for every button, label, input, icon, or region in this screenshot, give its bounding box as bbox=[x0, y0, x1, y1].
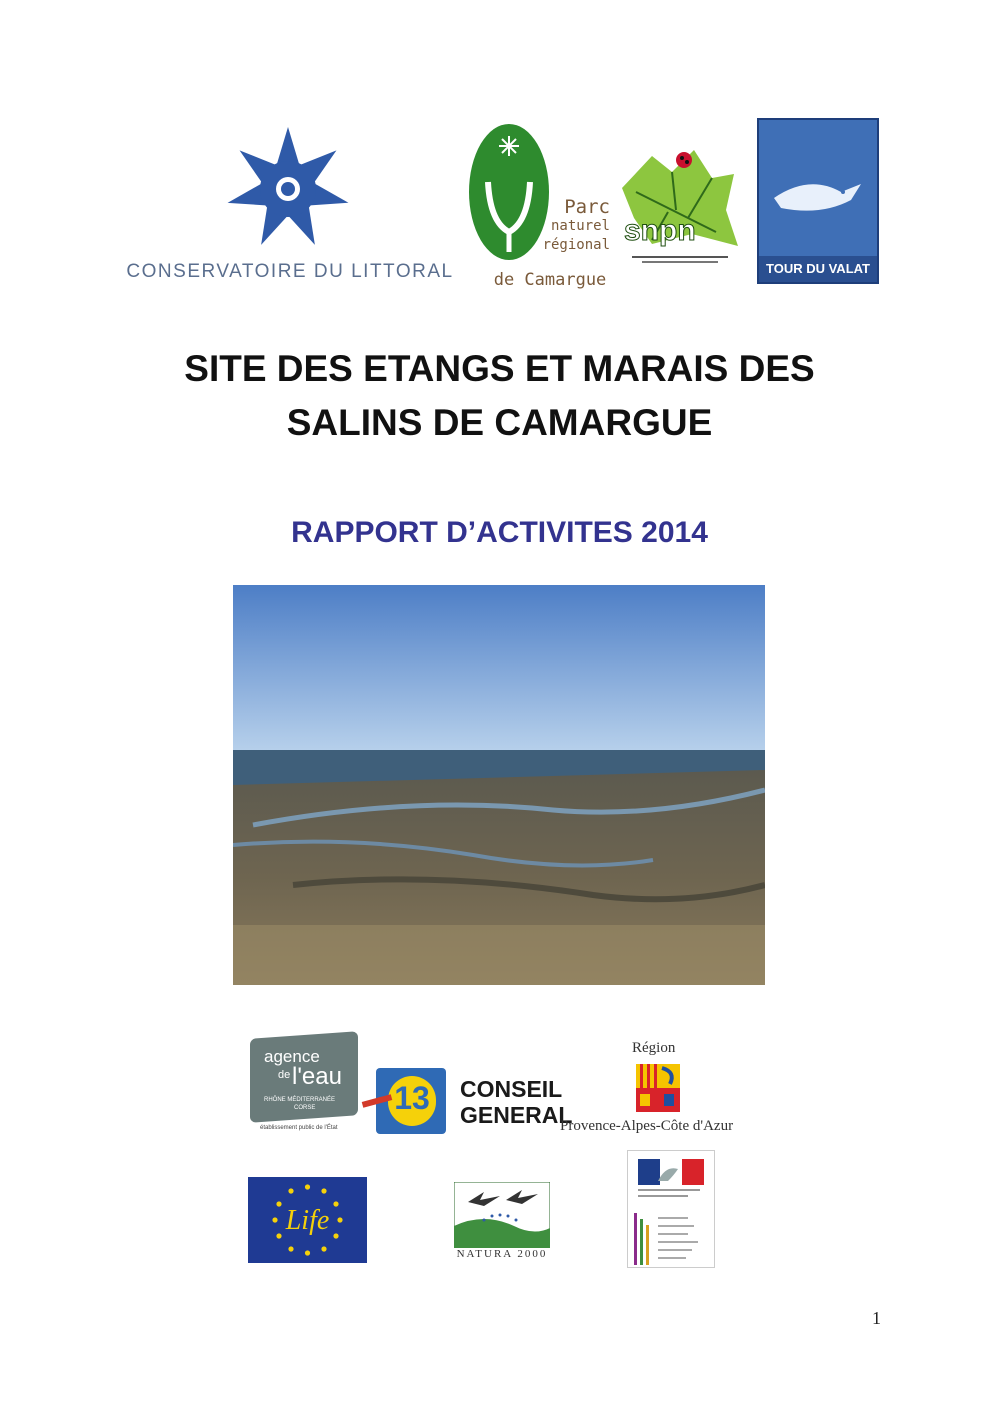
life-label: Life bbox=[285, 1205, 330, 1236]
header-logos bbox=[0, 110, 999, 290]
page-number: 1 bbox=[872, 1308, 881, 1328]
agence-eau-line-2: de bbox=[278, 1069, 291, 1081]
agence-eau-line-4: RHÔNE MÉDITERRANÉE bbox=[264, 1097, 336, 1103]
agence-eau-line-5: CORSE bbox=[294, 1105, 316, 1111]
tour-du-valat-logo bbox=[757, 118, 879, 284]
conseil-label-line-1: CONSEIL bbox=[460, 1076, 563, 1102]
snpn-small-lines bbox=[632, 256, 728, 263]
conservatoire-logo bbox=[120, 125, 460, 285]
region-label: Région bbox=[632, 1040, 676, 1056]
document-title bbox=[0, 342, 999, 450]
agence-eau-logo bbox=[250, 1035, 362, 1137]
agence-eau-line-3: l'eau bbox=[292, 1063, 342, 1090]
region-shield-icon bbox=[636, 1064, 680, 1112]
conseil-label-line-2: GENERAL bbox=[460, 1102, 573, 1128]
bird-icon bbox=[769, 170, 869, 220]
ministry-logo bbox=[627, 1150, 715, 1268]
agence-eau-line-6: établissement public de l'État bbox=[260, 1125, 338, 1131]
parc-label-line-4: de Camargue bbox=[493, 270, 607, 290]
report-subtitle: RAPPORT D’ACTIVITES 2014 bbox=[291, 516, 708, 549]
conseil-general-label bbox=[460, 1076, 572, 1128]
region-name-label: Provence-Alpes-Côte d'Azur bbox=[560, 1118, 734, 1134]
parc-label-line-2: naturel bbox=[550, 218, 610, 234]
parc-camargue-logo bbox=[468, 122, 608, 292]
title-line-2: SALINS DE CAMARGUE bbox=[286, 402, 713, 443]
parc-label bbox=[540, 198, 610, 255]
marianne-flag-icon bbox=[638, 1159, 704, 1185]
ministry-bars-icon bbox=[632, 1209, 710, 1265]
conservatoire-label: CONSERVATOIRE DU LITTORAL bbox=[126, 261, 454, 282]
eu-life-logo bbox=[248, 1177, 367, 1263]
tour-du-valat-label: TOUR DU VALAT bbox=[759, 256, 877, 282]
cg-13-label: 13 bbox=[394, 1080, 430, 1116]
snpn-logo bbox=[612, 148, 740, 278]
parc-label-line-1: Parc bbox=[564, 196, 610, 218]
natura-label: NATURA 2000 bbox=[456, 1248, 548, 1260]
region-paca-logo bbox=[560, 1040, 755, 1140]
green-oval-emblem-icon bbox=[468, 122, 550, 262]
snpn-label: snpn bbox=[624, 214, 696, 247]
parc-label-line-3: régional bbox=[542, 237, 610, 253]
title-line-1: SITE DES ETANGS ET MARAIS DES bbox=[184, 348, 815, 389]
blue-star-flower-icon bbox=[220, 125, 356, 255]
agence-eau-line-1: agence bbox=[264, 1047, 320, 1066]
camargue-landscape-photo bbox=[233, 585, 765, 985]
conseil-general-logo bbox=[362, 1068, 573, 1136]
natura-2000-logo bbox=[450, 1182, 550, 1264]
natura-birds-icon bbox=[454, 1182, 550, 1248]
